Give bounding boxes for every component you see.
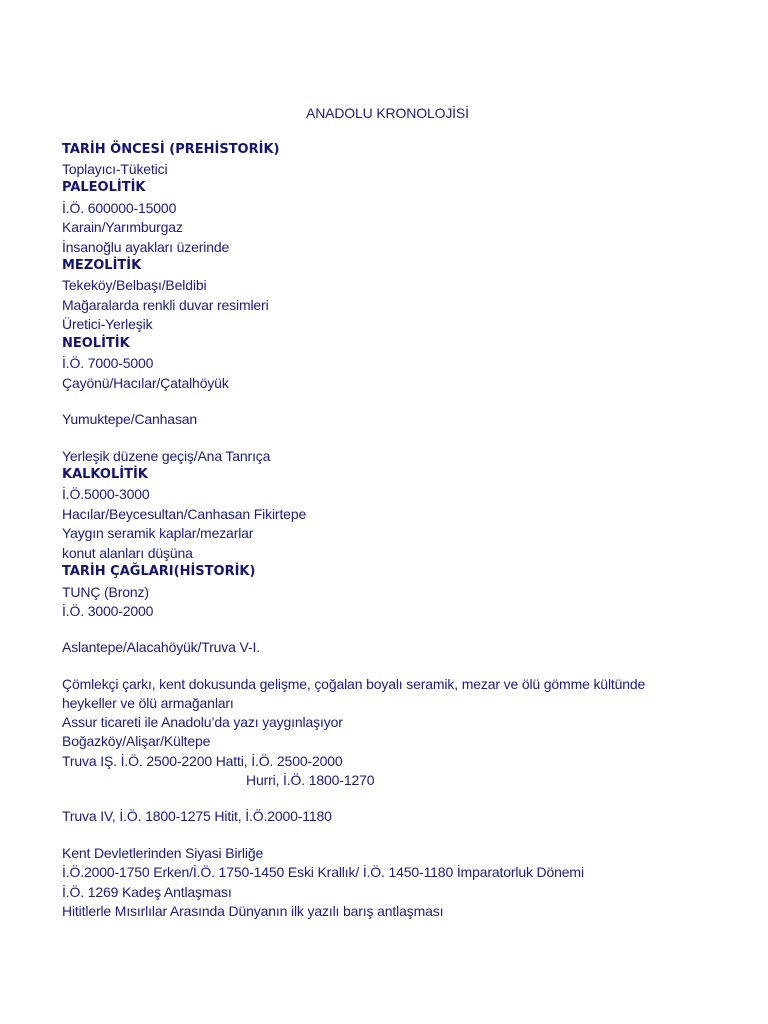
text-line: İnsanoğlu ayakları üzerinde (62, 239, 230, 255)
text-line: Hititlerle Mısırlılar Arasında Dünyanın ilk yazılı barış antlaşması (62, 903, 444, 919)
text-line: Tekeköy/Belbaşı/Beldibi (62, 277, 207, 293)
text-line: Yumuktepe/Canhasan (62, 411, 198, 427)
text-line: TUNÇ (Bronz) (62, 584, 149, 600)
document-title: ANADOLU KRONOLOJİSİ (306, 105, 469, 121)
text-line: İ.Ö. 7000-5000 (62, 355, 154, 371)
text-line: Hacılar/Beycesultan/Canhasan Fikirtepe (62, 506, 307, 522)
text-line: heykeller ve ölü armağanları (62, 695, 234, 711)
heading-prehistoric: TARİH ÖNCESİ (PREHİSTORİK) (62, 142, 280, 157)
text-line: Yerleşik düzene geçiş/Ana Tanrıça (62, 448, 271, 464)
text-line: Toplayıcı-Tüketici (62, 161, 168, 177)
text-line: konut alanları düşüna (62, 545, 193, 561)
heading-neolithic: NEOLİTİK (62, 336, 130, 351)
text-line: Boğazköy/Alişar/Kültepe (62, 733, 211, 749)
heading-mesolithic: MEZOLİTİK (62, 258, 142, 273)
text-line: İ.Ö.5000-3000 (62, 486, 150, 502)
text-line: İ.Ö.2000-1750 Erken/İ.Ö. 1750-1450 Eski Krallık/ İ.Ö. 1450-1180 İmparatorluk Dönemi (62, 864, 584, 880)
text-line: Çömlekçi çarkı, kent dokusunda gelişme, çoğalan boyalı seramik, mezar ve ölü gömme kültünde (62, 676, 646, 692)
text-line: Üretici-Yerleşik (62, 316, 153, 332)
heading-historic: TARİH ÇAĞLARI(HİSTORİK) (62, 564, 256, 579)
text-line: Aslantepe/Alacahöyük/Truva V-I. (62, 639, 260, 655)
text-line: Assur ticareti ile Anadolu’da yazı yaygınlaşıyor (62, 714, 343, 730)
text-line: Hurri, İ.Ö. 1800-1270 (246, 772, 375, 788)
heading-chalcolithic: KALKOLİTİK (62, 467, 148, 482)
text-line: Kent Devletlerinden Siyasi Birliğe (62, 845, 264, 861)
text-line: Mağaralarda renkli duvar resimleri (62, 297, 269, 313)
heading-paleolithic: PALEOLİTİK (62, 180, 146, 195)
text-line: İ.Ö. 3000-2000 (62, 603, 154, 619)
text-line: İ.Ö. 1269 Kadeş Antlaşması (62, 884, 232, 900)
text-line: Karain/Yarımburgaz (62, 219, 183, 235)
text-line: Truva IV, İ.Ö. 1800-1275 Hitit, İ.Ö.2000-1180 (62, 808, 332, 824)
text-line: Yaygın seramik kaplar/mezarlar (62, 525, 254, 541)
text-line: Truva IŞ. İ.Ö. 2500-2200 Hatti, İ.Ö. 2500-2000 (62, 753, 343, 769)
text-line: İ.Ö. 600000-15000 (62, 200, 177, 216)
text-line: Çayönü/Hacılar/Çatalhöyük (62, 375, 229, 391)
